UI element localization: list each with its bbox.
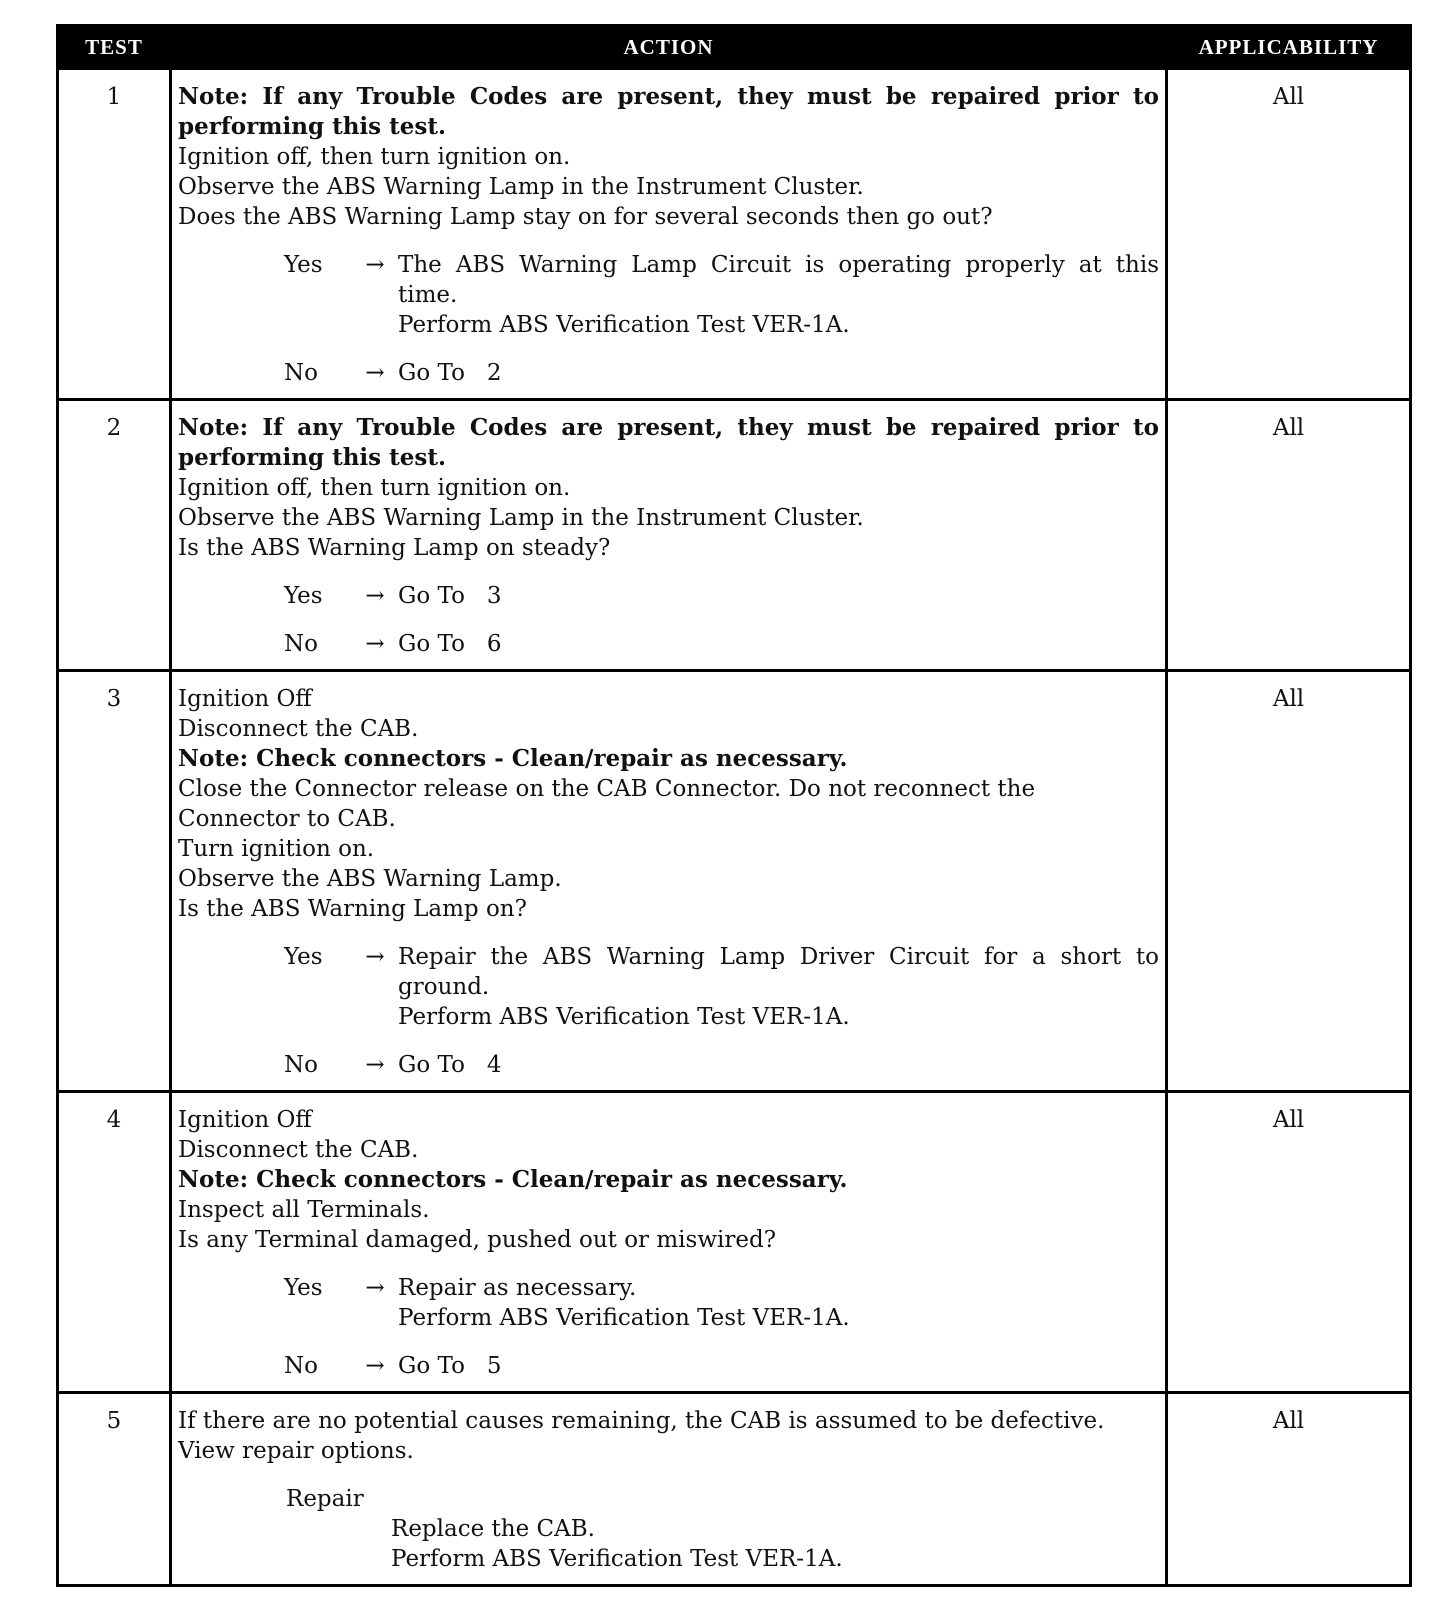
test-number: 2: [58, 400, 171, 671]
header-action: ACTION: [171, 26, 1167, 69]
test-number: 1: [58, 69, 171, 400]
step-text: Inspect all Terminals.: [178, 1197, 430, 1223]
outcome-text: Go To 3: [398, 583, 502, 609]
diagnostic-test-table: [56, 24, 1412, 1587]
applicability-value: All: [1167, 1393, 1411, 1586]
outcome-no: [178, 1050, 1159, 1080]
outcome-text: Perform ABS Verification Test VER-1A.: [398, 1004, 850, 1030]
outcome-label: Yes: [284, 1275, 323, 1301]
step-text: Ignition off, then turn ignition on.: [178, 475, 571, 501]
outcome-body: [398, 942, 1159, 1032]
action-cell: [171, 69, 1167, 400]
outcome-yes: [178, 581, 1159, 611]
table-row: [58, 671, 1411, 1092]
table-row: [58, 1092, 1411, 1393]
step-text: Is the ABS Warning Lamp on steady?: [178, 535, 611, 561]
outcome-text: Perform ABS Verification Test VER-1A.: [398, 312, 850, 338]
table-row: [58, 1393, 1411, 1586]
note-text: Note: Check connectors - Clean/repair as necessary.: [178, 1166, 848, 1193]
test-number: 4: [58, 1092, 171, 1393]
note-text: Note: If any Trouble Codes are present, they must be repaired prior to performing this test.: [178, 83, 1159, 140]
applicability-value: All: [1167, 671, 1411, 1092]
outcome-yes: [178, 250, 1159, 340]
outcome-label: No: [284, 1353, 318, 1379]
table-row: [58, 69, 1411, 400]
step-text: Disconnect the CAB.: [178, 716, 419, 742]
repair-text: Replace the CAB.: [391, 1516, 595, 1542]
step-text: Turn ignition on.: [178, 836, 375, 862]
outcome-label: No: [284, 631, 318, 657]
arrow-icon: →: [365, 360, 385, 386]
test-number: 5: [58, 1393, 171, 1586]
outcome-label: Yes: [284, 252, 323, 278]
step-text: Is any Terminal damaged, pushed out or miswired?: [178, 1227, 777, 1253]
step-text: Observe the ABS Warning Lamp in the Instrument Cluster.: [178, 505, 864, 531]
outcome-yes: [178, 1273, 1159, 1333]
arrow-icon: →: [365, 1353, 385, 1379]
step-text: Close the Connector release on the CAB Connector. Do not reconnect the Connector to CAB.: [178, 776, 1036, 832]
outcome-text: Go To 5: [398, 1353, 502, 1379]
step-text: Observe the ABS Warning Lamp.: [178, 866, 562, 892]
repair-options: [178, 1484, 1159, 1574]
table-header-row: [58, 26, 1411, 69]
step-text: Disconnect the CAB.: [178, 1137, 419, 1163]
applicability-value: All: [1167, 69, 1411, 400]
note-text: Note: Check connectors - Clean/repair as necessary.: [178, 745, 848, 772]
step-text: Ignition Off: [178, 686, 312, 712]
outcome-label: No: [284, 1052, 318, 1078]
outcome-text: Repair as necessary.: [398, 1275, 637, 1301]
applicability-value: All: [1167, 400, 1411, 671]
action-cell: [171, 400, 1167, 671]
repair-text: Perform ABS Verification Test VER-1A.: [391, 1546, 843, 1572]
outcome-label: No: [284, 360, 318, 386]
outcome-label: Yes: [284, 583, 323, 609]
step-text: Ignition off, then turn ignition on.: [178, 144, 571, 170]
outcome-no: [178, 358, 1159, 388]
outcome-text: Go To 2: [398, 360, 502, 386]
action-cell: [171, 1393, 1167, 1586]
arrow-icon: →: [365, 252, 385, 278]
test-number: 3: [58, 671, 171, 1092]
outcome-body: [398, 1273, 1159, 1333]
step-text: If there are no potential causes remaining, the CAB is assumed to be defective.: [178, 1408, 1105, 1434]
note-text: Note: If any Trouble Codes are present, they must be repaired prior to performing this test.: [178, 414, 1159, 471]
outcome-yes: [178, 942, 1159, 1032]
action-cell: [171, 671, 1167, 1092]
outcome-label: Yes: [284, 944, 323, 970]
outcome-no: [178, 1351, 1159, 1381]
arrow-icon: →: [365, 944, 385, 970]
outcome-no: [178, 629, 1159, 659]
outcome-body: [398, 250, 1159, 340]
arrow-icon: →: [365, 1275, 385, 1301]
step-text: Ignition Off: [178, 1107, 312, 1133]
step-text: Observe the ABS Warning Lamp in the Instrument Cluster.: [178, 174, 864, 200]
arrow-icon: →: [365, 1052, 385, 1078]
header-applicability: APPLICABILITY: [1167, 26, 1411, 69]
outcome-text: Go To 4: [398, 1052, 502, 1078]
outcome-text: The ABS Warning Lamp Circuit is operating properly at this time.: [398, 252, 1159, 308]
step-text: View repair options.: [178, 1438, 414, 1464]
step-text: Does the ABS Warning Lamp stay on for several seconds then go out?: [178, 204, 993, 230]
step-text: Is the ABS Warning Lamp on?: [178, 896, 527, 922]
outcome-text: Go To 6: [398, 631, 502, 657]
arrow-icon: →: [365, 631, 385, 657]
outcome-text: Repair the ABS Warning Lamp Driver Circuit for a short to ground.: [398, 944, 1159, 1000]
outcome-text: Perform ABS Verification Test VER-1A.: [398, 1305, 850, 1331]
repair-label: Repair: [286, 1486, 364, 1512]
arrow-icon: →: [365, 583, 385, 609]
table-row: [58, 400, 1411, 671]
applicability-value: All: [1167, 1092, 1411, 1393]
action-cell: [171, 1092, 1167, 1393]
header-test: TEST: [58, 26, 171, 69]
